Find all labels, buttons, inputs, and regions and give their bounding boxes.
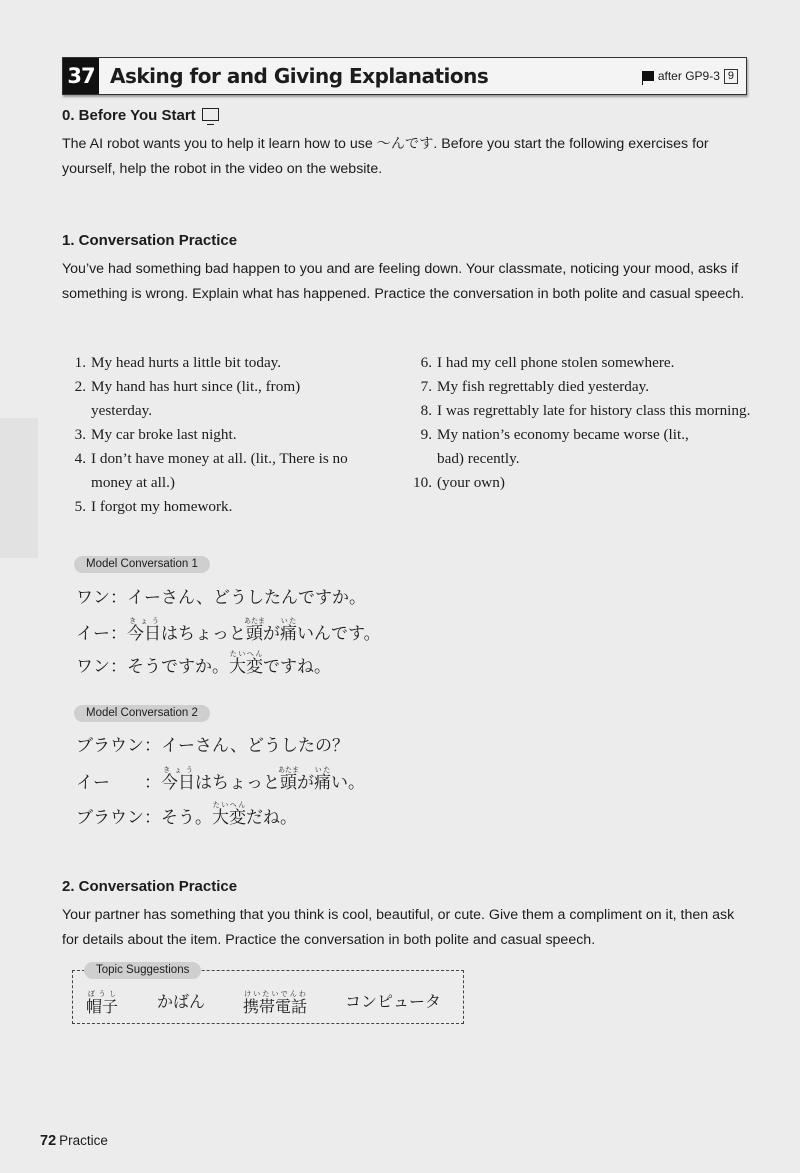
prompt-list-right <box>412 351 752 495</box>
after-ref-text: after GP9-3 <box>657 69 720 83</box>
topic-item: 携帯電話けいたいでんわ <box>243 990 308 1016</box>
section-2-title: 2. Conversation Practice <box>62 878 238 895</box>
section-0-text: The AI robot wants you to help it learn how to use ～んです. Before you start the following exercises for yourself, help the robot in the video on the website. <box>62 136 709 177</box>
monitor-icon <box>202 108 219 121</box>
list-item: 7. My fish regrettably died yesterday. <box>420 378 649 395</box>
list-item: 8. I was regrettably late for history class this morning. <box>420 402 751 419</box>
model-1-line-3: ワン：そうですか。大変たいへんですね。 <box>76 650 331 677</box>
model-2-line-2: イー ：今日きょうはちょっと頭あたまが痛いたい。 <box>76 766 365 793</box>
footer-label: Practice <box>59 1133 108 1148</box>
grammar-reference <box>642 69 738 84</box>
prompt-list-left <box>66 351 396 519</box>
section-2-text: Your partner has something that you think is cool, beautiful, or cute. Give them a compliment on it, then ask for details about the item. Practice the conversation in both polite and casual speech. <box>62 907 735 948</box>
list-item: 2. My hand has hurt since (lit., from) yesterday. <box>74 378 301 419</box>
page-number: 72 <box>40 1133 57 1149</box>
section-1-text: You’ve had something bad happen to you and are feeling down. Your classmate, noticing your mood, asks if something is wrong. Explain what has happened. Practice the conversation in both polite and casual speech. <box>62 261 745 302</box>
model-conversation-1-label: Model Conversation 1 <box>74 556 210 573</box>
ref-box: 9 <box>724 69 738 84</box>
topic-suggestions-label: Topic Suggestions <box>84 962 201 979</box>
model-1-line-2: イー：今日きょうはちょっと頭あたまが痛いたいんです。 <box>76 617 381 644</box>
topic-item: かばん <box>157 992 206 1011</box>
lesson-header <box>62 57 747 95</box>
lesson-number: 37 <box>63 58 99 94</box>
list-item: 1. My head hurts a little bit today. <box>74 354 282 371</box>
chapter-side-tab <box>0 418 38 558</box>
model-2-line-3: ブラウン：そう。大変たいへんだね。 <box>76 801 297 828</box>
list-item: 6. I had my cell phone stolen somewhere. <box>420 354 675 371</box>
flag-icon <box>642 71 654 81</box>
section-1-title: 1. Conversation Practice <box>62 232 238 249</box>
section-0-title-text: 0. Before You Start <box>62 107 196 124</box>
page-footer <box>40 1133 108 1149</box>
list-item: 9. My nation’s economy became worse (lit., bad) recently. <box>420 426 689 467</box>
lesson-title: Asking for and Giving Explanations <box>110 64 489 88</box>
topic-item: 帽子ぼうし <box>86 990 119 1016</box>
model-1-line-1: ワン：イーさん、どうしたんですか。 <box>76 588 367 608</box>
topic-item: コンピュータ <box>345 992 442 1011</box>
list-item: 10. (your own) <box>413 474 505 491</box>
list-item: 3. My car broke last night. <box>74 426 237 443</box>
list-item: 5. I forgot my homework. <box>74 498 233 515</box>
section-0-title <box>62 107 219 124</box>
model-2-line-1: ブラウン：イーさん、どうしたの？ <box>76 736 350 756</box>
model-conversation-2-label: Model Conversation 2 <box>74 705 210 722</box>
list-item: 4. I don’t have money at all. (lit., There is no money at all.) <box>74 450 348 491</box>
